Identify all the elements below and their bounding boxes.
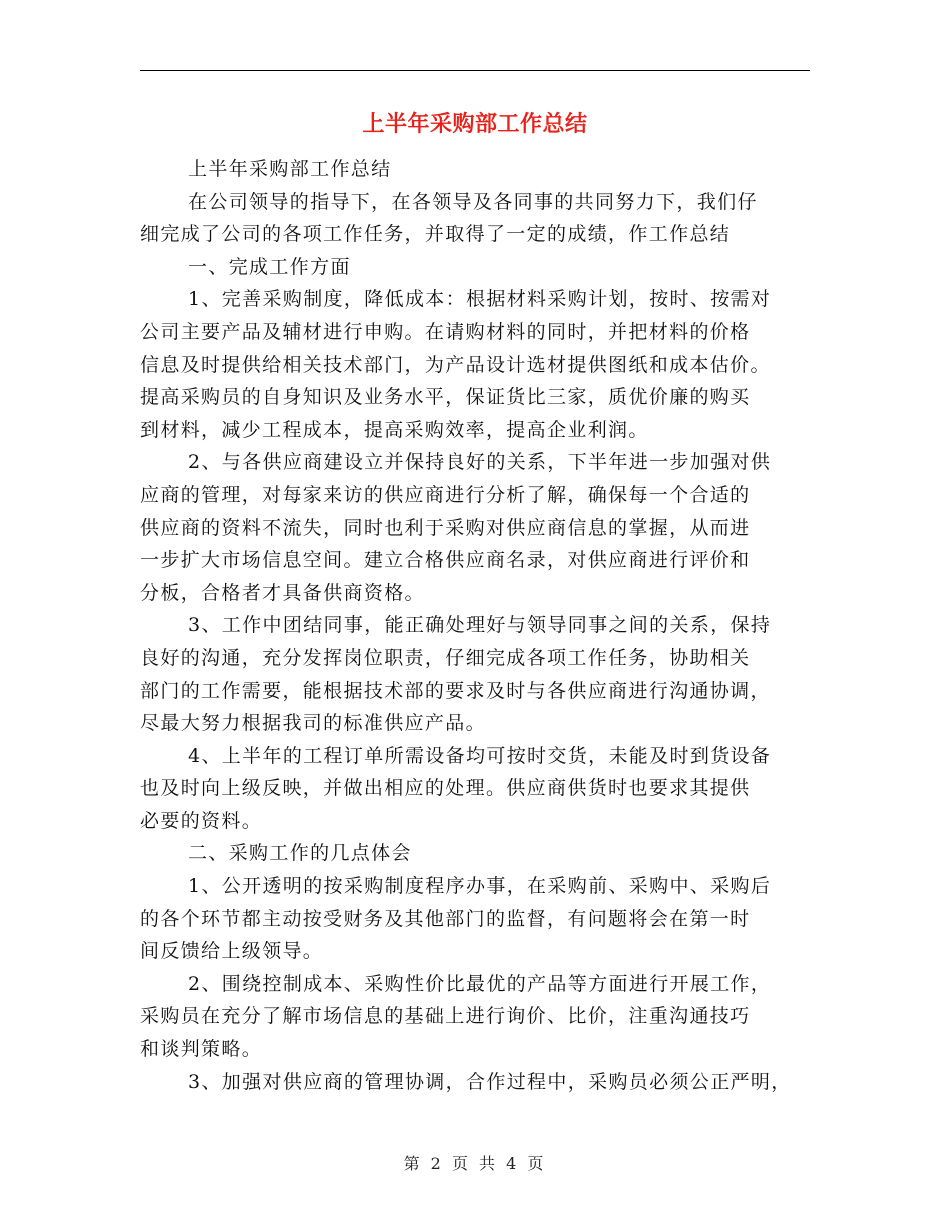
body-line: 4、上半年的工程订单所需设备均可按时交货，未能及时到货设备 (188, 744, 772, 767)
body-line: 3、加强对供应商的管理协调，合作过程中，采购员必须公正严明， (188, 1070, 792, 1093)
body-line: 上半年采购部工作总结 (188, 158, 392, 180)
body-line: 二、采购工作的几点体会 (188, 842, 412, 865)
body-line: 供应商的资料不流失，同时也利于采购对供应商信息的掌握，从而进 (140, 516, 751, 539)
body-line: 2、与各供应商建设立并保持良好的关系，下半年进一步加强对供 (188, 451, 772, 474)
body-line: 在公司领导的指导下，在各领导及各同事的共同努力下，我们仔 (188, 190, 758, 213)
body-line: 良好的沟通，充分发挥岗位职责，仔细完成各项工作任务，协助相关 (140, 646, 751, 669)
body-line: 分板，合格者才具备供商资格。 (140, 581, 425, 604)
body-line: 细完成了公司的各项工作任务，并取得了一定的成绩，作工作总结 (140, 223, 731, 246)
body-line: 信息及时提供给相关技术部门，为产品设计选材提供图纸和成本估价。 (140, 353, 771, 376)
body-line: 的各个环节都主动按受财务及其他部门的监督，有问题将会在第一时 (140, 907, 751, 930)
body-line: 3、工作中团结同事，能正确处理好与领导同事之间的关系，保持 (188, 614, 772, 637)
body-line: 应商的管理，对每家来访的供应商进行分析了解，确保每一个合适的 (140, 483, 751, 506)
body-line: 一步扩大市场信息空间。建立合格供应商名录，对供应商进行评价和 (140, 549, 751, 572)
document-body (140, 153, 810, 1098)
body-line: 间反馈给上级领导。 (140, 940, 324, 963)
body-line: 提高采购员的自身知识及业务水平，保证货比三家，质优价廉的购买 (140, 386, 751, 409)
body-line: 必要的资料。 (140, 809, 263, 832)
body-line: 到材料，减少工程成本，提高采购效率，提高企业利润。 (140, 418, 649, 441)
body-line: 公司主要产品及辅材进行申购。在请购材料的同时，并把材料的价格 (140, 320, 751, 343)
page-number: 第 2 页 共 4 页 (403, 1154, 547, 1173)
header-rule (140, 70, 810, 71)
document-title: 上半年采购部工作总结 (362, 112, 588, 137)
body-line: 1、公开透明的按采购制度程序办事，在采购前、采购中、采购后 (188, 875, 772, 898)
body-line: 1、完善采购制度，降低成本：根据材料采购计划，按时、按需对 (188, 288, 772, 311)
body-line: 也及时向上级反映，并做出相应的处理。供应商供货时也要求其提供 (140, 777, 751, 800)
body-line: 一、完成工作方面 (188, 255, 351, 278)
body-line: 2、围绕控制成本、采购性价比最优的产品等方面进行开展工作， (188, 972, 772, 995)
body-line: 部门的工作需要，能根据技术部的要求及时与各供应商进行沟通协调， (140, 679, 771, 702)
body-line: 尽最大努力根据我司的标准供应产品。 (140, 712, 486, 735)
body-line: 采购员在充分了解市场信息的基础上进行询价、比价，注重沟通技巧 (140, 1005, 751, 1028)
body-line: 和谈判策略。 (140, 1038, 263, 1061)
